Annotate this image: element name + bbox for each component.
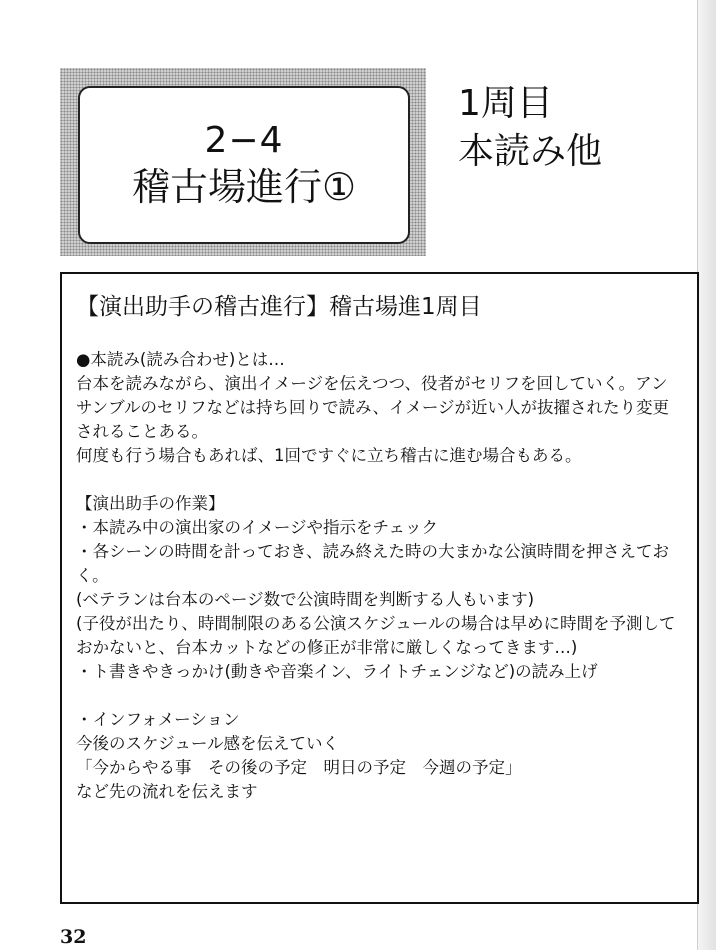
section-title: 稽古場進行① — [131, 165, 357, 209]
page-number: 32 — [60, 926, 87, 948]
info-line: 今後のスケジュール感を伝えていく — [76, 734, 340, 753]
side-heading-line2: 本読み他 — [458, 131, 603, 172]
tasks-section-title: 【演出助手の作業】 — [76, 494, 225, 513]
side-heading-line1: 1周目 — [458, 83, 553, 124]
task-item-timing: ・各シーンの時間を計っておき、読み終えた時の大まかな公演時間を押さえておく。 — [76, 542, 670, 585]
spacer — [76, 468, 681, 492]
content-box — [60, 272, 699, 904]
reading-section-title: ●本読み(読み合わせ)とは… — [76, 350, 285, 369]
task-item-stage-directions: ・ト書きやきっかけ(動きや音楽イン、ライトチェンジなど)の読み上げ — [76, 662, 598, 681]
page-edge — [697, 0, 716, 950]
task-note-child-actors: (子役が出たり、時間制限のある公演スケジュールの場合は早めに時間を予測しておかないと、台本カットなどの修正が非常に厳しくなってきます…) — [76, 614, 676, 657]
section-number: 2−4 — [204, 120, 284, 161]
info-line: など先の流れを伝えます — [76, 782, 258, 801]
box-heading: 【演出助手の稽古進行】稽古場進1周目 — [76, 294, 482, 320]
info-line: 「今からやる事 その後の予定 明日の予定 今週の予定」 — [76, 758, 522, 777]
title-box — [78, 86, 410, 244]
task-item-check: ・本読み中の演出家のイメージや指示をチェック — [76, 518, 439, 537]
reading-description: 台本を読みながら、演出イメージを伝えつつ、役者がセリフを回していく。アンサンブルのセリフなどは持ち回りで読み、イメージが近い人が抜擢されたり変更されることある。 — [76, 374, 670, 441]
reading-frequency: 何度も行う場合もあれば、1回ですぐに立ち稽古に進む場合もある。 — [76, 446, 582, 465]
task-note-veteran: (ベテランは台本のページ数で公演時間を判断する人もいます) — [76, 590, 535, 609]
spacer — [76, 684, 681, 708]
info-section-title: ・インフォメーション — [76, 710, 240, 729]
side-heading — [458, 80, 602, 176]
title-frame — [60, 68, 426, 256]
